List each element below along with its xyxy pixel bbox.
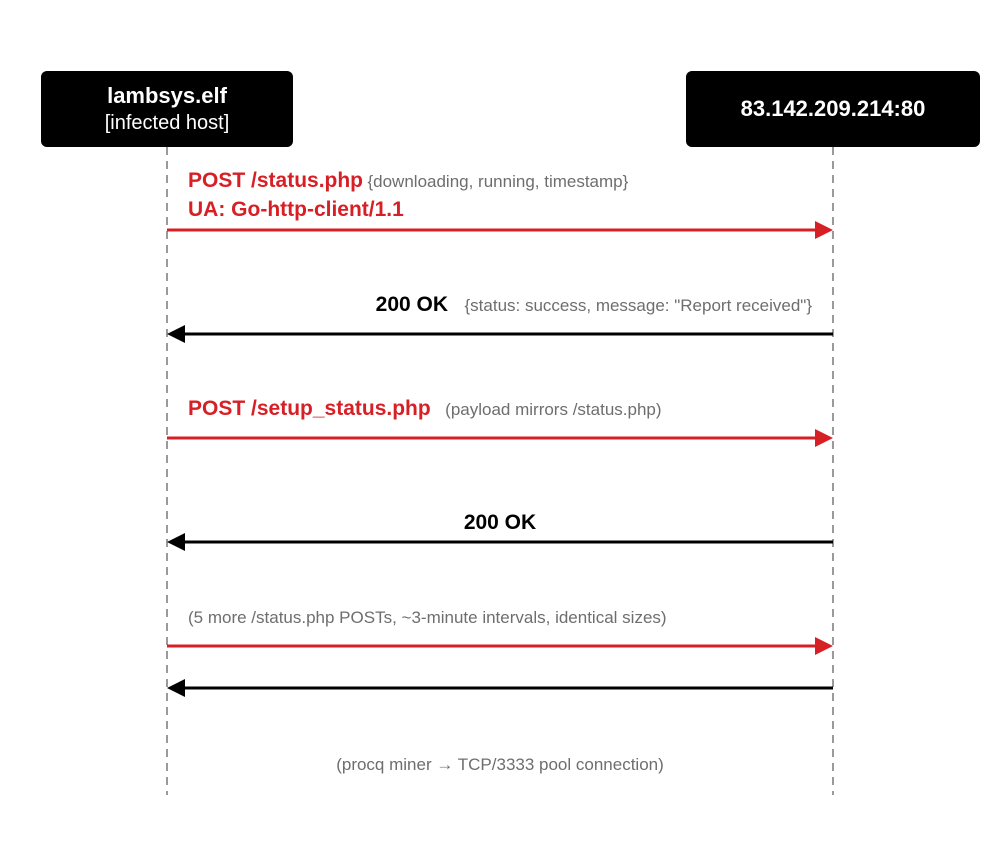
server-actor-name: 83.142.209.214:80: [740, 96, 926, 121]
arrowhead-setup-response: [167, 533, 185, 551]
message-1-method: POST /status.php: [188, 169, 364, 192]
message-3-detail: (payload mirrors /status.php): [445, 400, 662, 419]
message-2-status: 200 OK: [375, 293, 449, 316]
message-1-detail: {downloading, running, timestamp}: [367, 172, 629, 191]
arrowhead-repeat-request: [815, 637, 833, 655]
message-2-detail: {status: success, message: "Report received"}: [464, 296, 812, 315]
client-actor-role: [infected host]: [104, 112, 230, 134]
client-actor-name: lambsys.elf: [107, 83, 227, 108]
message-3-method: POST /setup_status.php: [188, 397, 431, 420]
message-1-user-agent: UA: Go-http-client/1.1: [188, 198, 404, 221]
arrowhead-repeat-response: [167, 679, 185, 697]
footer-note: (procq miner → TCP/3333 pool connection): [336, 755, 664, 774]
message-5-detail: (5 more /status.php POSTs, ~3-minute intervals, identical sizes): [188, 608, 667, 627]
client-actor-box: [41, 71, 293, 147]
arrowhead-status-request: [815, 221, 833, 239]
arrowhead-status-response: [167, 325, 185, 343]
message-3-label: [188, 397, 662, 423]
message-2-label: [376, 293, 812, 319]
server-actor-box: [686, 71, 980, 147]
arrowhead-setup-request: [815, 429, 833, 447]
message-4-status: 200 OK: [463, 511, 537, 534]
message-1-label: [188, 169, 628, 195]
